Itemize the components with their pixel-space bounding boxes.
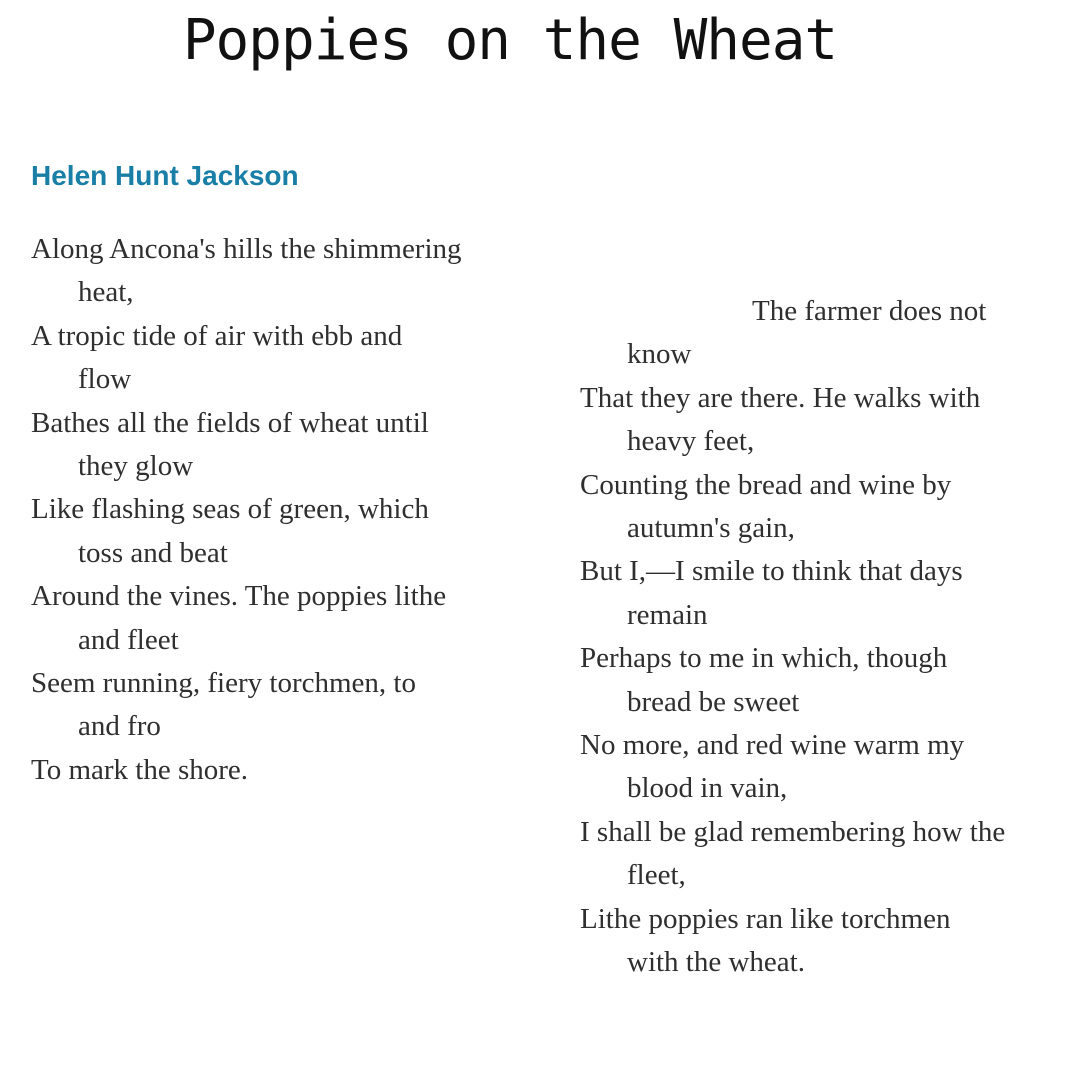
- author-name: Helen Hunt Jackson: [31, 160, 299, 191]
- poem-line: Perhaps to me in which, though: [580, 642, 948, 675]
- poem-line: Seem running, fiery torchmen, to: [31, 667, 416, 700]
- poem-line: I shall be glad remembering how the: [580, 815, 1006, 848]
- poem-line: Bathes all the fields of wheat until: [31, 406, 429, 439]
- poem-line: know: [627, 338, 692, 371]
- poem-line: That they are there. He walks with: [580, 381, 981, 414]
- poem-line: Counting the bread and wine by: [580, 468, 952, 501]
- poem-line: remain: [627, 598, 708, 631]
- poem-line: No more, and red wine warm my: [580, 729, 965, 762]
- poem-line: fleet,: [627, 859, 686, 892]
- poem-line: and fro: [78, 710, 161, 743]
- poem-line: flow: [78, 363, 132, 396]
- poem-column-right: [580, 290, 1075, 985]
- poem-line: Around the vines. The poppies lithe: [31, 580, 447, 613]
- poem-line: A tropic tide of air with ebb and: [31, 319, 403, 352]
- poem-title: Poppies on the Wheat: [182, 8, 838, 73]
- poem-line: The farmer does not: [752, 295, 987, 327]
- poem-line: Lithe poppies ran like torchmen: [580, 902, 951, 935]
- poem-line: they glow: [78, 450, 194, 483]
- poem-line: heat,: [78, 276, 134, 309]
- poem-line: Along Ancona's hills the shimmering: [31, 233, 462, 265]
- poem-line: with the wheat.: [627, 946, 805, 979]
- poem-line: bread be sweet: [627, 685, 800, 718]
- poem-column-left: [31, 228, 541, 792]
- poem-line: autumn's gain,: [627, 512, 795, 545]
- poem-line: and fleet: [78, 623, 179, 656]
- poem-line: But I,—I smile to think that days: [580, 555, 963, 588]
- poem-line: To mark the shore.: [31, 753, 249, 786]
- poem-line: blood in vain,: [627, 772, 788, 805]
- poem-line: Like flashing seas of green, which: [31, 493, 429, 526]
- poem-line: heavy feet,: [627, 425, 755, 458]
- poem-line: toss and beat: [78, 536, 228, 569]
